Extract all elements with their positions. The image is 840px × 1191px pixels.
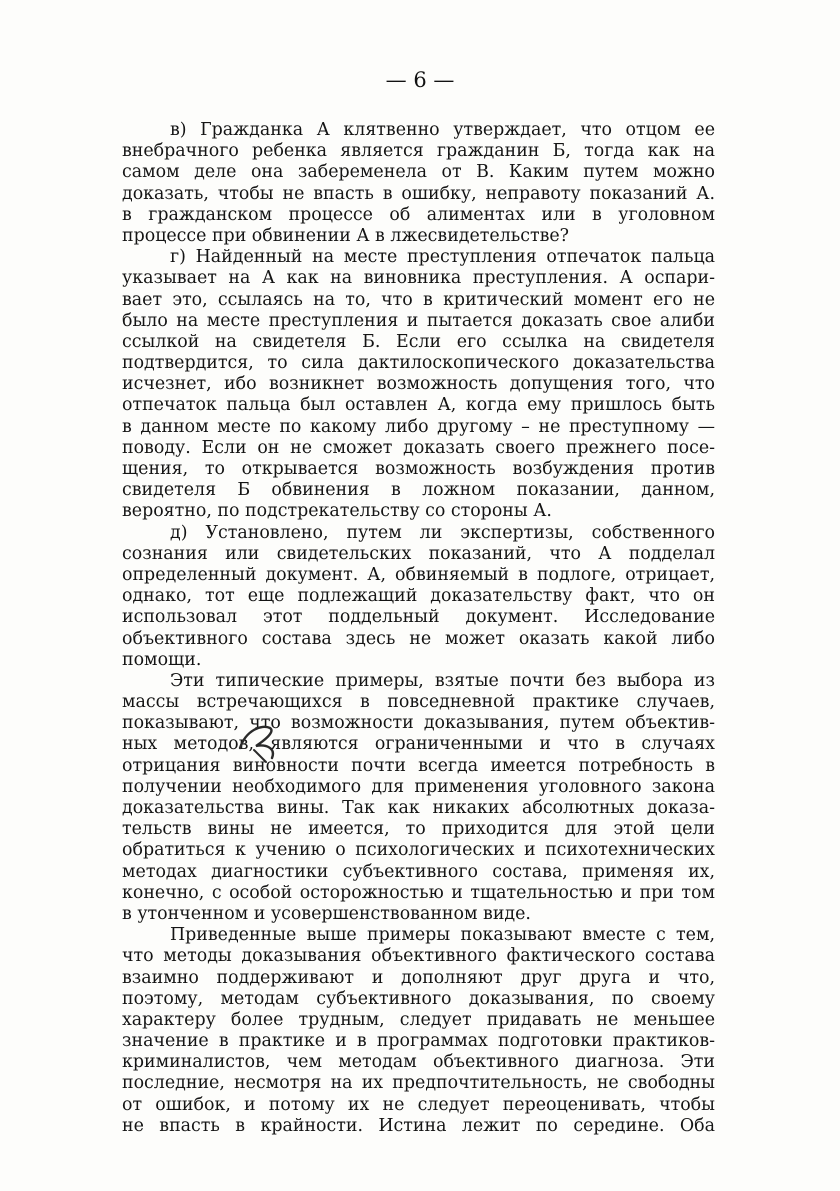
page-number: — 6 —	[385, 68, 455, 92]
text-line: в утонченном и усовершенствованном виде.	[122, 903, 531, 924]
text-line: ных методов, являются ограниченными и что в случаях	[122, 734, 715, 755]
text-line: последние, несмотря на их предпочтительность, не свободны	[122, 1073, 715, 1094]
text-line: поводу. Если он не сможет доказать своего прежнего посе-	[122, 437, 715, 458]
text-line: определенный документ. А, обвиняемый в подлоге, отрицает,	[122, 564, 715, 585]
text-line: взаимно поддерживают и дополняют друг друга и что,	[122, 967, 715, 988]
text-line: указывает на А как на виновника преступления. А оспари-	[122, 268, 715, 289]
text-line: внебрачного ребенка является гражданин Б, тогда как на	[122, 141, 715, 162]
text-line: вероятно, по подстрекательству со стороны А.	[122, 501, 552, 522]
text-line: самом деле она забеременела от В. Каким путем можно	[122, 162, 715, 183]
text-line: методах диагностики субъективного состава, применяя их,	[122, 861, 715, 882]
text-line: ссылкой на свидетеля Б. Если его ссылка на свидетеля	[122, 331, 715, 352]
text-line: отпечаток пальца был оставлен А, когда ему пришлось быть	[122, 395, 715, 416]
text-line: в данном месте по какому либо другому – не преступному —	[122, 416, 715, 437]
text-line: помощи.	[122, 649, 202, 670]
text-line: отрицания виновности почти всегда имеется потребность в	[122, 755, 715, 776]
text-line: Эти типические примеры, взятые почти без выбора из	[170, 670, 715, 691]
text-line: криминалистов, чем методам объективного диагноза. Эти	[122, 1052, 715, 1073]
text-line: сознания или свидетельских показаний, что А подделал	[122, 543, 715, 564]
text-line: характеру более трудным, следует придавать не меньшее	[122, 1009, 715, 1030]
text-line: доказать, чтобы не впасть в ошибку, неправоту показаний А.	[122, 183, 715, 204]
text-line: объективного состава здесь не может оказать какой либо	[122, 628, 715, 649]
text-line: свидетеля Б обвинения в ложном показании, данном,	[122, 480, 715, 501]
text-line: вает это, ссылаясь на то, что в критический момент его не	[122, 289, 715, 310]
text-line: значение в практике и в программах подготовки практиков-	[122, 1031, 715, 1052]
text-line: в гражданском процессе об алиментах или в уголовном	[122, 204, 715, 225]
text-line: обратиться к учению о психологических и психотехнических	[122, 840, 715, 861]
text-line: получении необходимого для применения уголовного закона	[122, 776, 715, 797]
text-line: процессе при обвинении А в лжесвидетельстве?	[122, 225, 569, 246]
text-line: тельств вины не имеется, то приходится для этой цели	[122, 819, 715, 840]
text-line: д) Установлено, путем ли экспертизы, собственного	[170, 522, 715, 543]
text-line: показывают, что возможности доказывания, путем объектив-	[122, 713, 715, 734]
text-line: в) Гражданка А клятвенно утверждает, что отцом ее	[170, 120, 715, 140]
text-line: массы встречающихся в повседневной практике случаев,	[122, 692, 715, 713]
text-line: что методы доказывания объективного фактического состава	[122, 946, 715, 967]
text-line: щения, то открывается возможность возбуждения против	[122, 459, 715, 479]
text-line: не впасть в крайности. Истина лежит по середине. Оба	[122, 1115, 715, 1136]
text-line: подтвердится, то сила дактилоскопического доказательства	[122, 353, 715, 374]
text-line: конечно, с особой осторожностью и тщательностью и при том	[122, 882, 715, 903]
text-line: использовал этот поддельный документ. Исследование	[122, 607, 715, 628]
body-text	[122, 120, 715, 1137]
text-line: было на месте преступления и пытается доказать свое алиби	[122, 310, 715, 331]
text-line: от ошибок, и потому их не следует переоценивать, чтобы	[122, 1094, 715, 1115]
text-line: однако, тот еще подлежащий доказательству факт, что он	[122, 586, 715, 607]
text-line: поэтому, методам субъективного доказывания, по своему	[122, 988, 715, 1009]
text-line: г) Найденный на месте преступления отпечаток пальца	[170, 247, 715, 268]
text-line: Приведенные выше примеры показывают вместе с тем,	[170, 925, 715, 946]
text-line: исчезнет, ибо возникнет возможность допущения того, что	[122, 374, 715, 395]
text-line: доказательства вины. Так как никаких абсолютных доказа-	[122, 798, 715, 818]
